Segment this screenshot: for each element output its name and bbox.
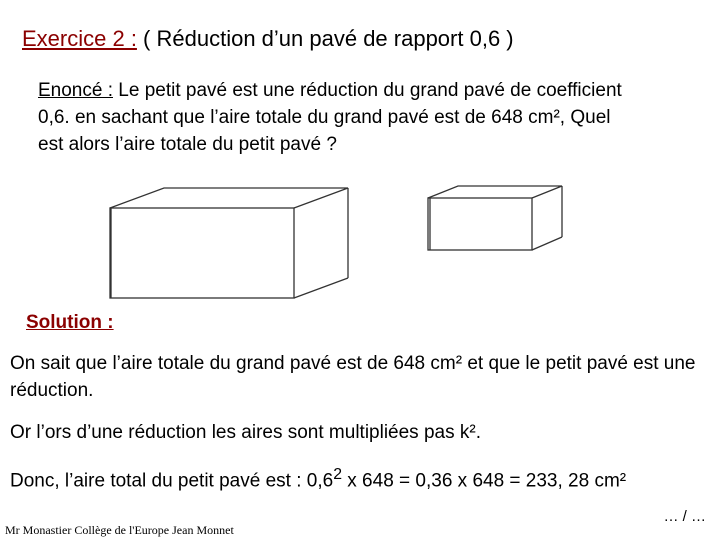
solution-heading: Solution : (26, 312, 114, 333)
calc-exponent: 2 (333, 466, 342, 483)
footer-author: Mr Monastier Collège de l'Europe Jean Monnet (5, 523, 234, 537)
problem-statement (38, 77, 638, 158)
calc-text-start: Donc, l’aire total du petit pavé est : 0,6 (10, 470, 334, 492)
boxes-illustration (100, 180, 580, 305)
large-box (110, 188, 348, 298)
enonce-label: Enoncé : (38, 80, 113, 101)
exercise-subtitle: ( Réduction d’un pavé de rapport 0,6 ) (136, 26, 514, 51)
solution-paragraph-1: On sait que l’aire totale du grand pavé est de 648 cm² et que le petit pavé est une réduction. (10, 353, 696, 401)
calc-text-end: x 648 = 0,36 x 648 = 233, 28 cm² (342, 470, 627, 492)
solution-paragraph-3 (10, 461, 700, 494)
exercise-label: Exercice 2 : (22, 26, 137, 51)
solution-paragraph-2: Or l’ors d’une réduction les aires sont multipliées pas k². (10, 422, 481, 443)
page-navigation: … / … (663, 508, 706, 525)
enonce-text: Le petit pavé est une réduction du grand pavé de coefficient 0,6. en sachant que l’aire totale du grand pavé est de 648 cm², Quel est alors l’aire totale du petit pavé ? (38, 80, 622, 155)
small-box (428, 186, 562, 250)
exercise-title (22, 26, 514, 52)
